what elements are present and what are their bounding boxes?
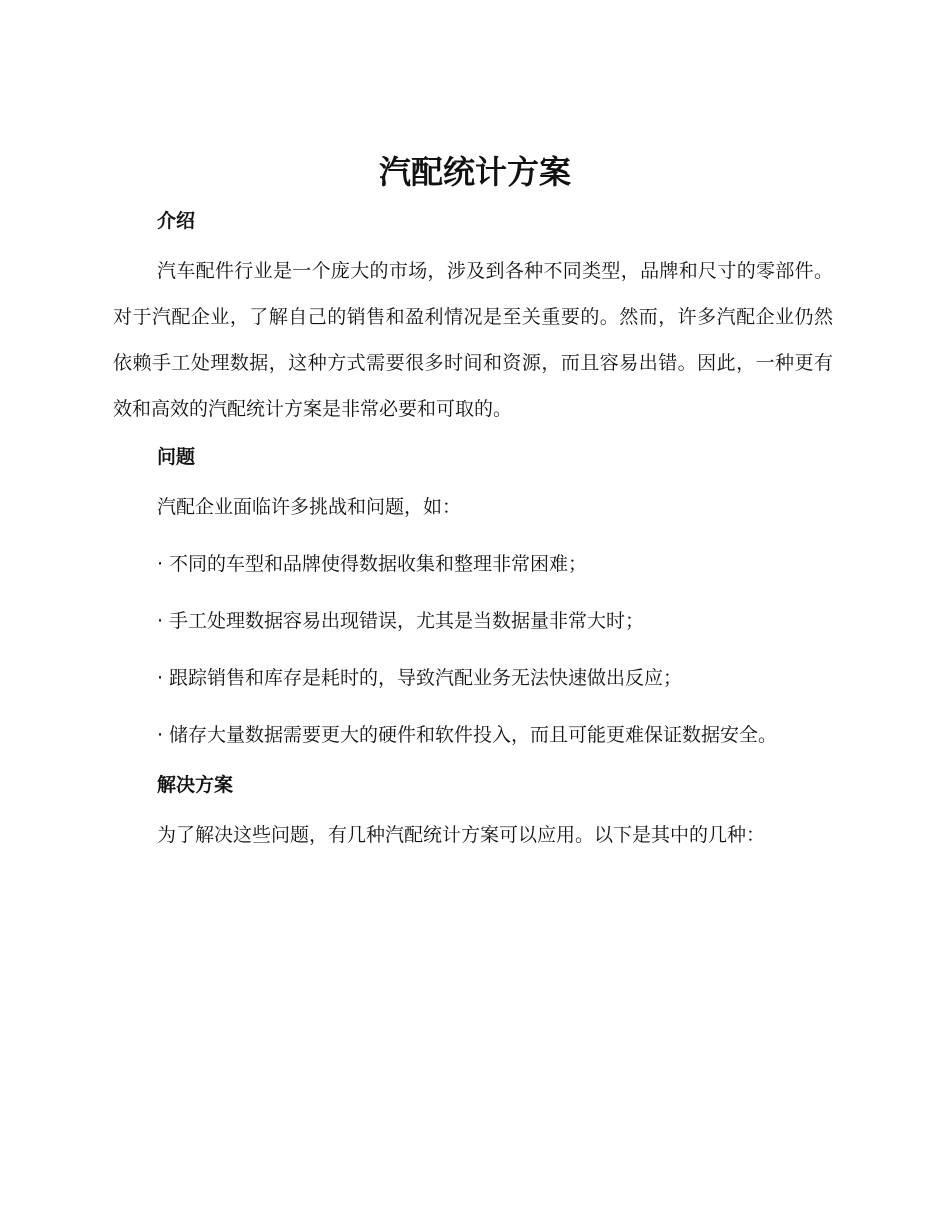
bullet-marker: · bbox=[157, 610, 164, 632]
problem-item-text: 不同的车型和品牌使得数据收集和整理非常困难； bbox=[169, 553, 588, 575]
document-title: 汽配统计方案 bbox=[378, 153, 571, 191]
bullet-marker: · bbox=[157, 553, 164, 575]
problem-item-text: 跟踪销售和库存是耗时的，导致汽配业务无法快速做出反应； bbox=[169, 667, 683, 689]
problem-list-item bbox=[113, 598, 833, 644]
problem-list-item bbox=[113, 541, 833, 587]
intro-paragraph: 汽车配件行业是一个庞大的市场，涉及到各种不同类型，品牌和尺寸的零部件。对于汽配企业，了解自己的销售和盈利情况是至关重要的。然而，许多汽配企业仍然依赖手工处理数据，这种方式需要很多时间和资源，而且容易出错。因此，一种更有效和高效的汽配统计方案是非常必要和可取的。 bbox=[113, 260, 833, 420]
problem-list-item bbox=[113, 655, 833, 701]
document-body bbox=[113, 198, 833, 862]
section-heading-intro: 介绍 bbox=[157, 210, 196, 232]
bullet-marker: · bbox=[157, 724, 164, 746]
solutions-paragraph: 为了解决这些问题，有几种汽配统计方案可以应用。以下是其中的几种： bbox=[157, 824, 766, 846]
section-heading-solutions: 解决方案 bbox=[157, 774, 234, 796]
problem-item-text: 储存大量数据需要更大的硬件和软件投入，而且可能更难保证数据安全。 bbox=[169, 724, 778, 746]
problems-lead: 汽配企业面临许多挑战和问题，如： bbox=[157, 496, 462, 518]
problem-list-item bbox=[113, 712, 833, 758]
bullet-marker: · bbox=[157, 667, 164, 689]
section-heading-problems: 问题 bbox=[157, 446, 196, 468]
problem-item-text: 手工处理数据容易出现错误，尤其是当数据量非常大时； bbox=[169, 610, 645, 632]
